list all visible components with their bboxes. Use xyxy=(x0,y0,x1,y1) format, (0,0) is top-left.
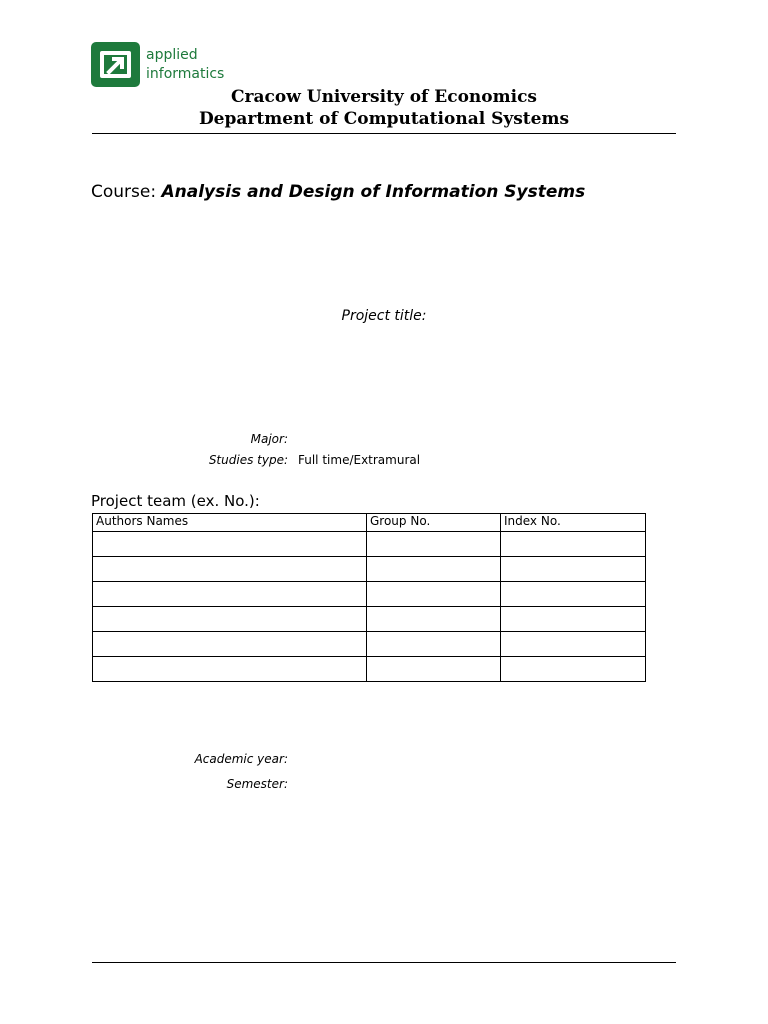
footer-divider xyxy=(92,962,676,963)
logo-arrow-icon xyxy=(91,42,140,87)
header-divider xyxy=(92,133,676,134)
author-name-cell[interactable] xyxy=(93,607,367,632)
author-name-cell[interactable] xyxy=(93,582,367,607)
project-team-label: Project team (ex. No.): xyxy=(91,492,260,510)
table-row xyxy=(93,532,646,557)
logo-line-2: informatics xyxy=(146,65,225,82)
applied-informatics-logo xyxy=(91,42,224,87)
studies-type-value: Full time/Extramural xyxy=(298,453,421,467)
course-line xyxy=(91,182,585,202)
column-header-group: Group No. xyxy=(367,514,501,532)
column-header-index: Index No. xyxy=(501,514,646,532)
author-name-cell[interactable] xyxy=(93,532,367,557)
table-row xyxy=(93,582,646,607)
author-name-cell[interactable] xyxy=(93,557,367,582)
department-name: Department of Computational Systems xyxy=(198,109,570,129)
logo-line-1: applied xyxy=(146,46,198,63)
index-no-cell[interactable] xyxy=(501,657,646,682)
index-no-cell[interactable] xyxy=(501,607,646,632)
course-label: Course: xyxy=(91,182,157,202)
major-label: Major: xyxy=(250,432,288,446)
project-title-label: Project title: xyxy=(341,308,427,324)
index-no-cell[interactable] xyxy=(501,557,646,582)
studies-type-label: Studies type: xyxy=(208,453,288,467)
table-row xyxy=(93,607,646,632)
group-no-cell[interactable] xyxy=(367,632,501,657)
column-header-authors: Authors Names xyxy=(93,514,367,532)
table-row xyxy=(93,657,646,682)
group-no-cell[interactable] xyxy=(367,657,501,682)
table-row xyxy=(93,632,646,657)
course-name: Analysis and Design of Information Systems xyxy=(161,182,586,202)
index-no-cell[interactable] xyxy=(501,632,646,657)
group-no-cell[interactable] xyxy=(367,607,501,632)
table-header-row xyxy=(93,514,646,532)
author-name-cell[interactable] xyxy=(93,632,367,657)
author-name-cell[interactable] xyxy=(93,657,367,682)
index-no-cell[interactable] xyxy=(501,532,646,557)
logo-text xyxy=(146,46,224,84)
academic-year-label: Academic year: xyxy=(194,752,288,766)
group-no-cell[interactable] xyxy=(367,532,501,557)
index-no-cell[interactable] xyxy=(501,582,646,607)
table-row xyxy=(93,557,646,582)
project-team-table xyxy=(92,513,646,682)
semester-label: Semester: xyxy=(226,777,288,791)
university-name: Cracow University of Economics xyxy=(231,87,537,107)
group-no-cell[interactable] xyxy=(367,557,501,582)
group-no-cell[interactable] xyxy=(367,582,501,607)
